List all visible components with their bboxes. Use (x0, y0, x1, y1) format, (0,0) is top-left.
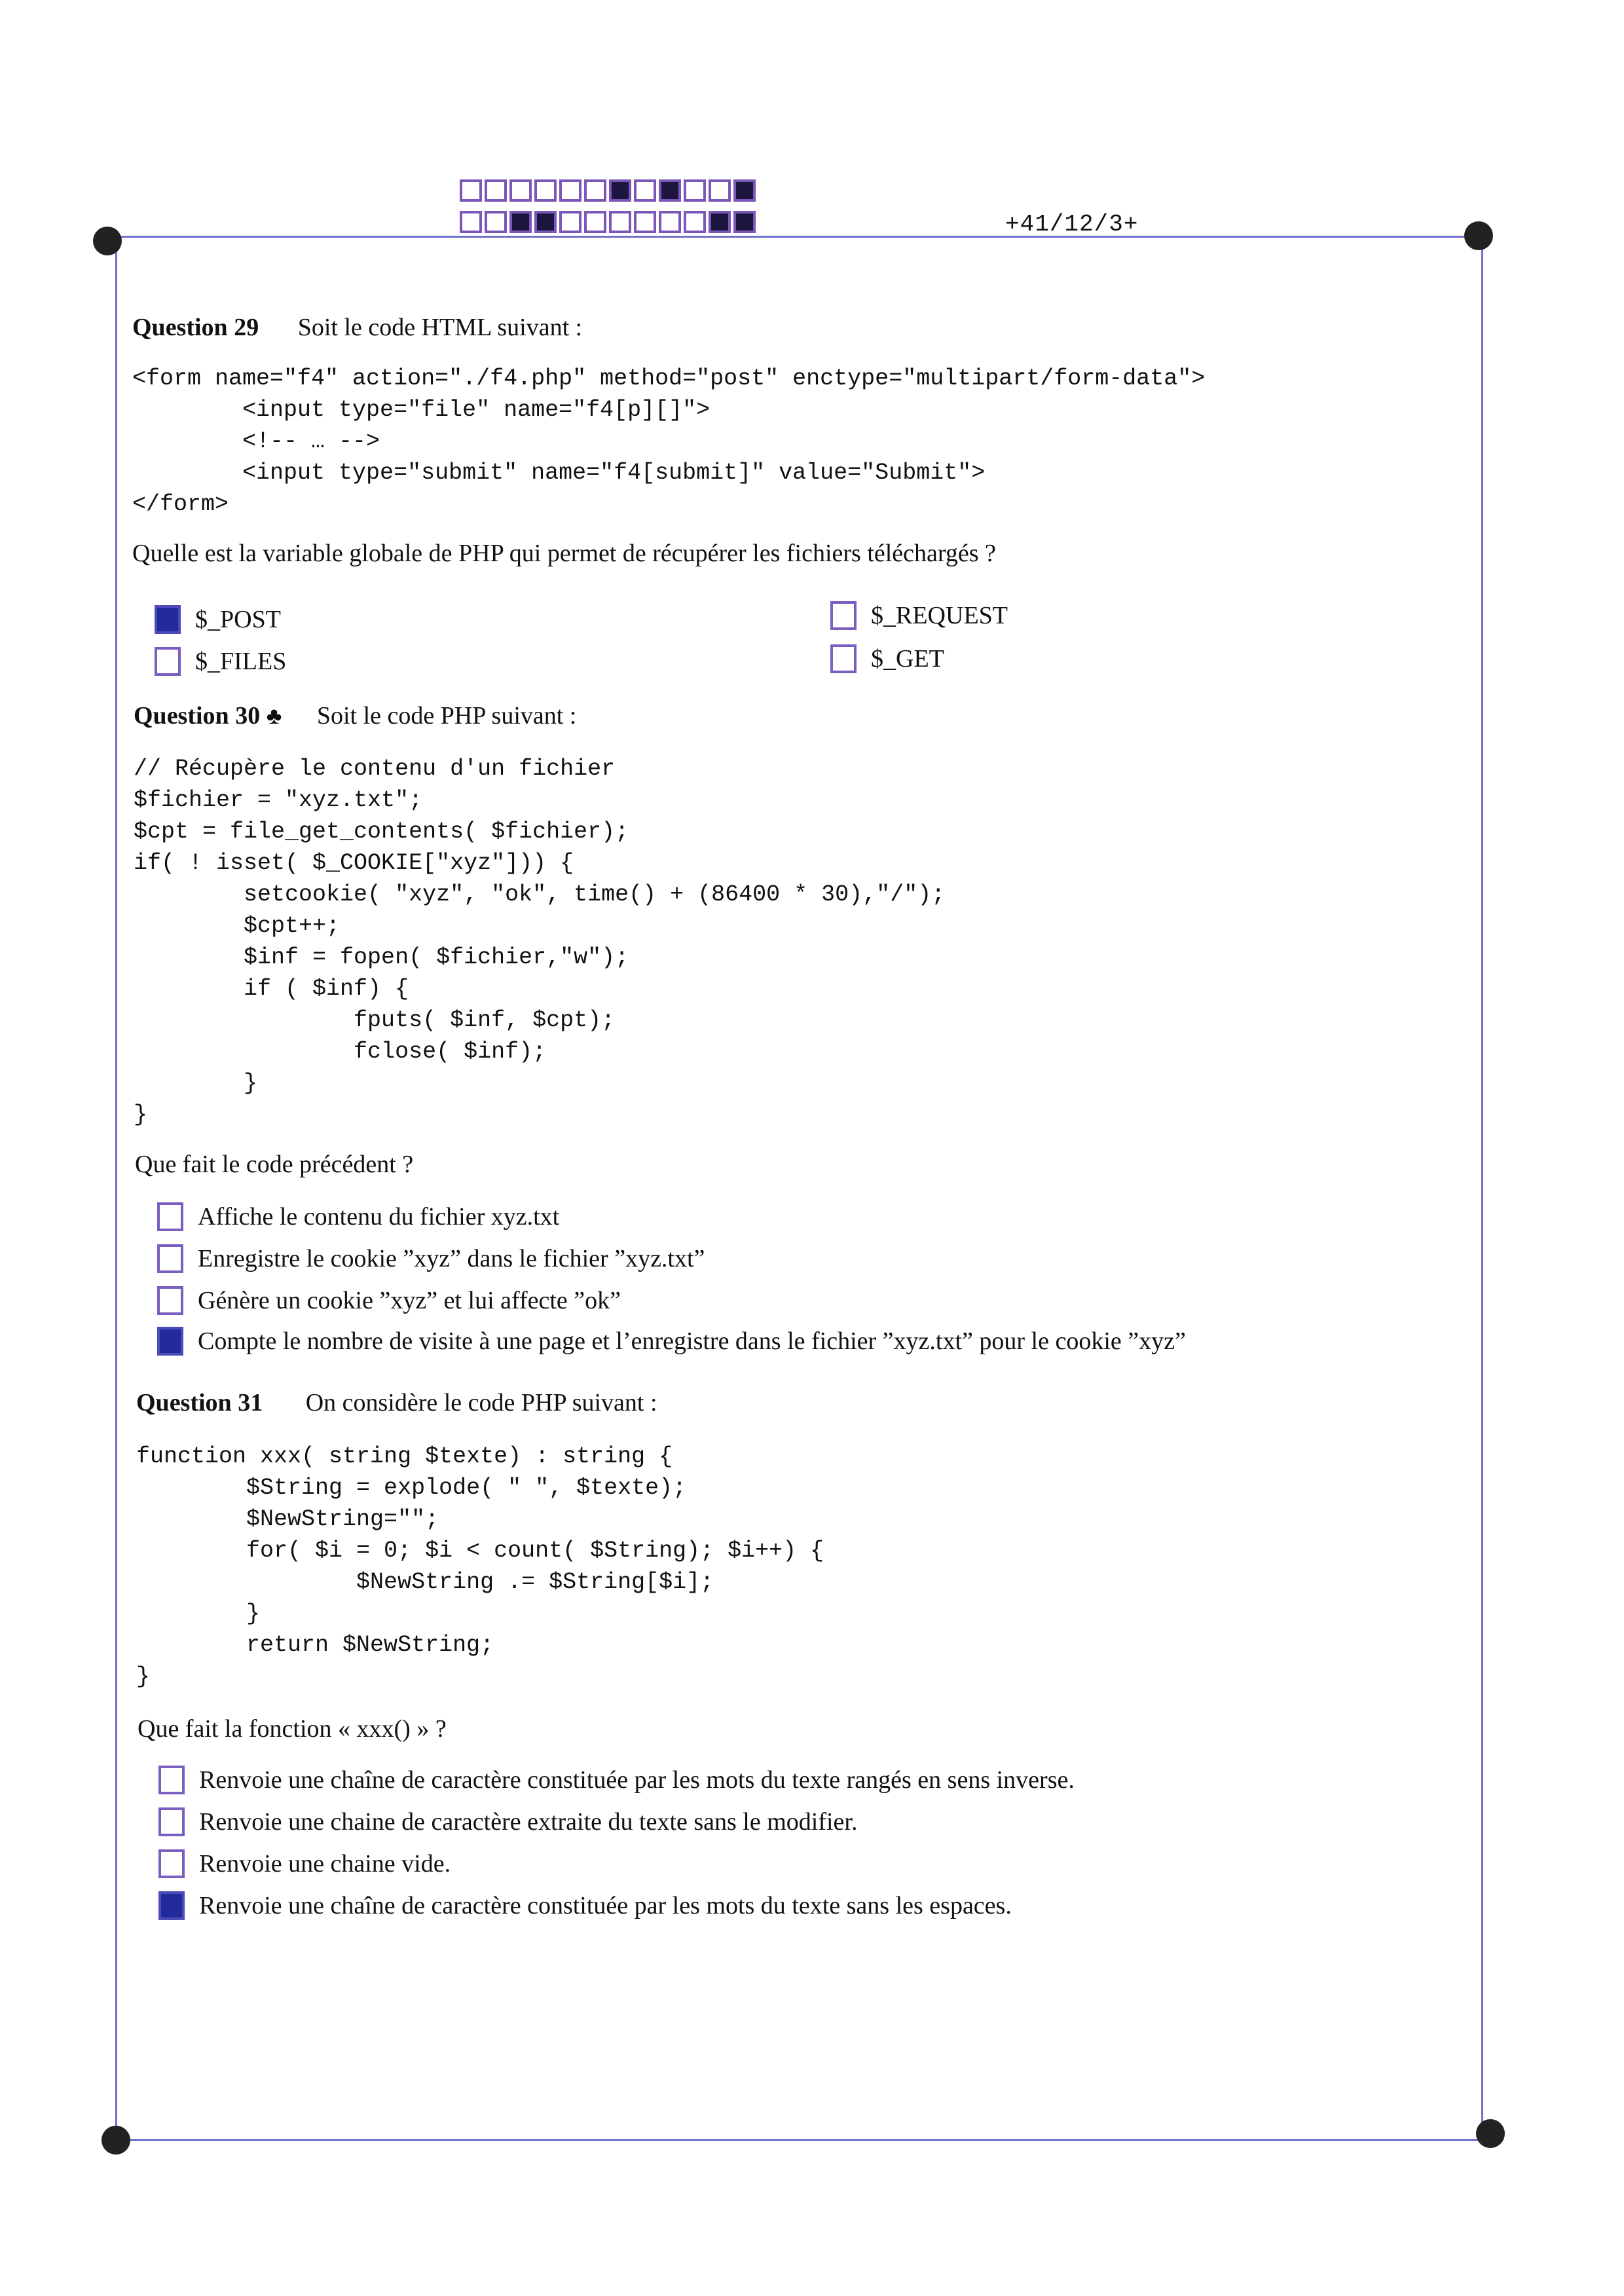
question-29-title (132, 313, 582, 342)
frame-left-line (115, 242, 117, 2141)
code-row-1-cell (634, 179, 656, 202)
code-row-2-cell (659, 211, 681, 233)
q30-answer-1-label: Affiche le contenu du fichier xyz.txt (198, 1203, 560, 1231)
q29-answer-post-checkbox[interactable] (155, 605, 181, 634)
q29-answer-post-label: $_POST (195, 606, 281, 633)
q30-answer-4[interactable] (157, 1327, 1186, 1356)
code-row-2-cell (509, 211, 532, 233)
frame-top-line (108, 236, 1483, 238)
q29-answer-request[interactable] (830, 601, 1008, 630)
q31-answer-4[interactable] (158, 1891, 1012, 1920)
q30-answer-3[interactable] (157, 1286, 621, 1315)
code-row-1-cell (684, 179, 706, 202)
q31-answer-4-label: Renvoie une chaîne de caractère constituée par les mots du texte sans les espaces. (199, 1892, 1012, 1919)
question-29-code: <form name="f4" action="./f4.php" method="post" enctype="multipart/form-data"> <input type="file" name="f4[p][]"> <!-- … --> <input type="submit" name="f4[submit]" value="Submit"> </form> (132, 365, 1206, 517)
q29-answer-post[interactable] (155, 605, 281, 634)
q29-answer-get-checkbox[interactable] (830, 644, 857, 673)
code-row-1-cell (460, 179, 482, 202)
club-icon: ♣ (266, 703, 282, 729)
code-row-2-cell (634, 211, 656, 233)
q30-answer-3-label: Génère un cookie ”xyz” et lui affecte ”ok” (198, 1287, 621, 1314)
q30-answer-2-checkbox[interactable] (157, 1244, 183, 1273)
binary-code-row-1 (460, 179, 758, 202)
code-row-1-cell (509, 179, 532, 202)
corner-dot-top-right (1464, 221, 1493, 250)
q31-answer-2-checkbox[interactable] (158, 1807, 185, 1836)
q30-answer-2-label: Enregistre le cookie ”xyz” dans le fichier ”xyz.txt” (198, 1245, 705, 1272)
question-30-intro: Soit le code PHP suivant : (316, 702, 577, 730)
corner-dot-top-left (93, 227, 122, 255)
code-row-1-cell (709, 179, 731, 202)
question-30-label: Question 30 (134, 702, 261, 730)
question-31-prompt: Que fait la fonction « xxx() » ? (138, 1715, 447, 1743)
q31-answer-2-label: Renvoie une chaine de caractère extraite du texte sans le modifier. (199, 1808, 858, 1836)
corner-dot-bottom-left (101, 2126, 130, 2155)
q31-answer-1-label: Renvoie une chaîne de caractère constituée par les mots du texte rangés en sens inverse. (199, 1766, 1075, 1794)
q31-answer-3[interactable] (158, 1849, 451, 1878)
code-row-1-cell (733, 179, 756, 202)
question-29-label: Question 29 (132, 314, 259, 341)
question-31-label: Question 31 (136, 1389, 263, 1416)
code-row-1-cell (659, 179, 681, 202)
q31-answer-1-checkbox[interactable] (158, 1766, 185, 1794)
frame-right-line (1481, 236, 1483, 2135)
q30-answer-1-checkbox[interactable] (157, 1202, 183, 1231)
question-31-code: function xxx( string $texte) : string { $String = explode( " ", $texte); $NewString=""; for( $i = 0; $i < count( $String); $i++) { $NewString .= $String[$i]; } return $NewString; } (136, 1443, 824, 1690)
q31-answer-2[interactable] (158, 1807, 857, 1836)
q31-answer-1[interactable] (158, 1766, 1075, 1794)
code-row-1-cell (485, 179, 507, 202)
q30-answer-1[interactable] (157, 1202, 559, 1231)
q29-answer-files-checkbox[interactable] (155, 647, 181, 676)
code-row-2-cell (609, 211, 631, 233)
code-row-1-cell (559, 179, 581, 202)
code-row-2-cell (584, 211, 606, 233)
q30-answer-4-label: Compte le nombre de visite à une page et l’enregistre dans le fichier ”xyz.txt” pour le cookie ”xyz” (198, 1327, 1186, 1355)
question-31-intro: On considère le code PHP suivant : (305, 1389, 657, 1416)
q29-answer-request-checkbox[interactable] (830, 601, 857, 630)
q29-answer-get[interactable] (830, 644, 944, 673)
q31-answer-4-checkbox[interactable] (158, 1891, 185, 1920)
q29-answer-files[interactable] (155, 647, 286, 676)
q31-answer-3-label: Renvoie une chaine vide. (199, 1850, 451, 1878)
q30-answer-4-checkbox[interactable] (157, 1327, 183, 1356)
code-row-2-cell (485, 211, 507, 233)
q29-answer-files-label: $_FILES (195, 648, 287, 675)
question-29-intro: Soit le code HTML suivant : (297, 314, 583, 341)
q29-answer-request-label: $_REQUEST (871, 602, 1008, 629)
code-row-2-cell (534, 211, 557, 233)
question-30-prompt: Que fait le code précédent ? (135, 1151, 414, 1178)
question-31-title (136, 1388, 657, 1417)
question-30-title (134, 701, 576, 730)
code-row-1-cell (534, 179, 557, 202)
code-row-2-cell (709, 211, 731, 233)
q29-answer-get-label: $_GET (871, 645, 944, 673)
code-row-2-cell (559, 211, 581, 233)
code-row-2-cell (684, 211, 706, 233)
binary-code-row-2 (460, 211, 758, 233)
question-30-code: // Récupère le contenu d'un fichier $fichier = "xyz.txt"; $cpt = file_get_contents( $fichier); if( ! isset( $_COOKIE["xyz"])) { setcookie( "xyz", "ok", time() + (86400 * 30),"/"); $cpt++; $inf = fopen( $fichier,"w"); if ( $inf) { fputs( $inf, $cpt); fclose( $inf); } } (134, 756, 946, 1128)
corner-dot-bottom-right (1476, 2119, 1505, 2148)
frame-bottom-line (115, 2139, 1490, 2141)
code-row-1-cell (584, 179, 606, 202)
code-row-2-cell (733, 211, 756, 233)
q31-answer-3-checkbox[interactable] (158, 1849, 185, 1878)
code-row-1-cell (609, 179, 631, 202)
page-id: +41/12/3+ (1005, 211, 1139, 238)
code-row-2-cell (460, 211, 482, 233)
q30-answer-3-checkbox[interactable] (157, 1286, 183, 1315)
q30-answer-2[interactable] (157, 1244, 705, 1273)
question-29-prompt: Quelle est la variable globale de PHP qui permet de récupérer les fichiers téléchargés ? (132, 540, 996, 567)
